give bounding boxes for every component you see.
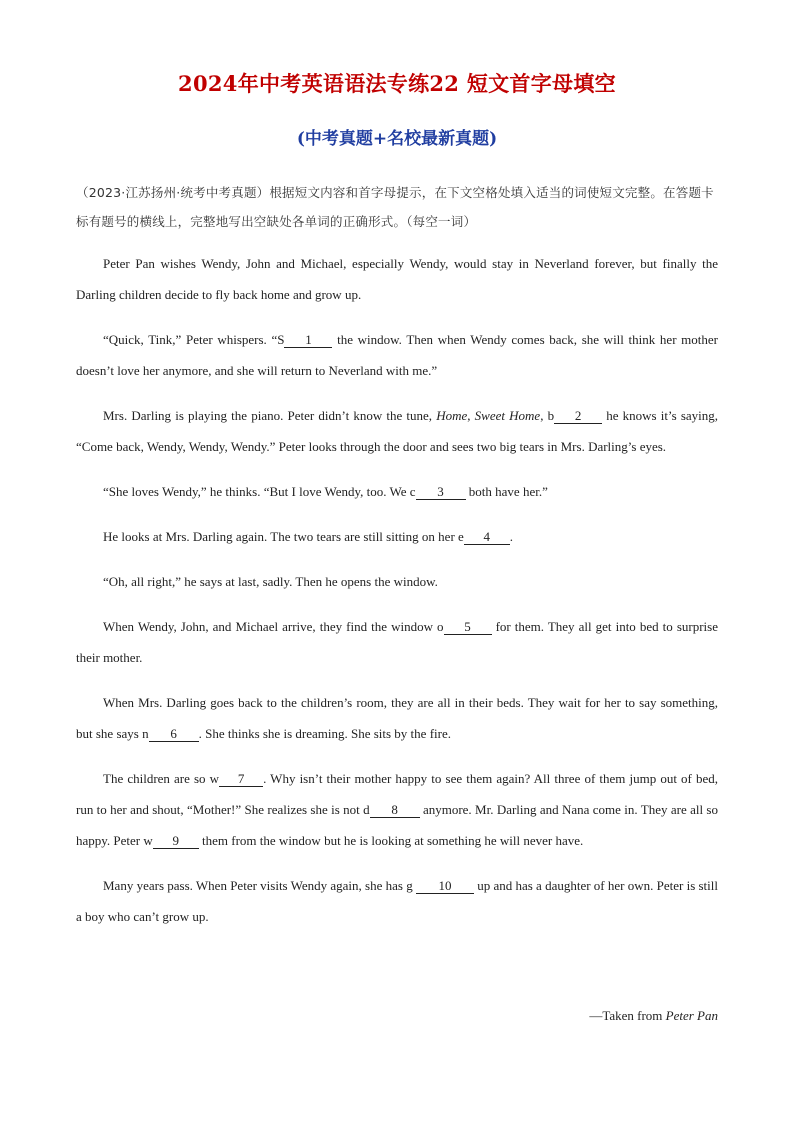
paragraph-text: He looks at Mrs. Darling again. The two tears are still sitting on her e: [103, 529, 464, 544]
paragraph-text: Mrs. Darling is playing the piano. Peter didn’t know the tune,: [103, 408, 437, 423]
passage: [76, 248, 718, 946]
blank-9[interactable]: 9: [153, 833, 199, 849]
paragraph-text: Peter Pan wishes Wendy, John and Michael, especially Wendy, would stay in Neverland forever, but finally the Darling children decide to fly back home and grow up.: [76, 256, 718, 302]
song-title: Home: [436, 408, 468, 423]
paragraph-text: “Oh, all right,” he says at last, sadly. Then he opens the window.: [103, 574, 438, 589]
source-book: Peter Pan: [665, 1008, 718, 1023]
paragraph-text: , b: [540, 408, 555, 423]
paragraph-text: . She thinks she is dreaming. She sits by the fire.: [198, 726, 451, 741]
instructions: （2023·江苏扬州·统考中考真题）根据短文内容和首字母提示，在下文空格处填入适当的词使短文完整。在答题卡标有题号的横线上，完整地写出空缺处各单词的正确形式。（每空一词）: [76, 185, 714, 229]
paragraph-text: “She loves Wendy,” he thinks. “But I love Wendy, too. We c: [103, 484, 416, 499]
paragraph-text: for them. They all get into bed to surprise their mother.: [76, 619, 718, 665]
page-title: 2024年中考英语语法专练22 短文首字母填空: [178, 71, 616, 96]
paragraph-4: [76, 476, 718, 507]
paragraph-text: Many years pass. When Peter visits Wendy again, she has g: [103, 878, 416, 893]
paragraph-1: [76, 248, 718, 310]
paragraph-text: .: [509, 529, 514, 544]
source-credit: [589, 1008, 718, 1024]
paragraph-2: [76, 324, 718, 386]
paragraph-3: [76, 400, 718, 462]
blank-1[interactable]: 1: [284, 332, 332, 348]
paragraph-text: When Mrs. Darling goes back to the children’s room, they are all in their beds. They wait for her to say something, but she says n: [76, 695, 718, 741]
paragraph-text: he knows it’s saying, “Come back, Wendy, Wendy, Wendy.” Peter looks through the door and sees two big tears in Mrs. Darling’s eyes.: [76, 408, 719, 454]
paragraph-text: anymore. Mr. Darling and Nana come in. They are all so happy. Peter w: [76, 802, 718, 848]
paragraph-text: both have her.”: [465, 484, 548, 499]
blank-8[interactable]: 8: [370, 802, 420, 818]
blank-3[interactable]: 3: [416, 484, 466, 500]
paragraph-text: up and has a daughter of her own. Peter is still a boy who can’t grow up.: [76, 878, 719, 924]
blank-2[interactable]: 2: [554, 408, 602, 424]
paragraph-text: ,: [467, 408, 475, 423]
paragraph-text: When Wendy, John, and Michael arrive, they find the window o: [103, 619, 444, 634]
blank-6[interactable]: 6: [149, 726, 199, 742]
paragraph-9: [76, 763, 718, 856]
blank-7[interactable]: 7: [219, 771, 263, 787]
paragraph-text: “Quick, Tink,” Peter whispers. “S: [103, 332, 285, 347]
paragraph-7: [76, 611, 718, 673]
source-prefix: —Taken from: [589, 1008, 666, 1023]
paragraph-text: them from the window but he is looking at something he will never have.: [198, 833, 584, 848]
paragraph-text: the window. Then when Wendy comes back, she will think her mother doesn’t love her anymore, and she will return to Neverland with me.”: [76, 332, 718, 378]
paragraph-10: [76, 870, 718, 932]
song-title: Sweet Home: [474, 408, 541, 423]
paragraph-6: [76, 566, 718, 597]
blank-4[interactable]: 4: [464, 529, 510, 545]
paragraph-8: [76, 687, 718, 749]
paragraph-text: The children are so w: [103, 771, 220, 786]
blank-10[interactable]: 10: [416, 878, 474, 894]
blank-5[interactable]: 5: [444, 619, 492, 635]
paragraph-text: . Why isn’t their mother happy to see them again? All three of them jump out of bed, run to her and shout, “Mother!” She realizes she is not d: [76, 771, 718, 817]
page-subtitle: (中考真题+名校最新真题): [296, 129, 498, 149]
paragraph-5: [76, 521, 718, 552]
